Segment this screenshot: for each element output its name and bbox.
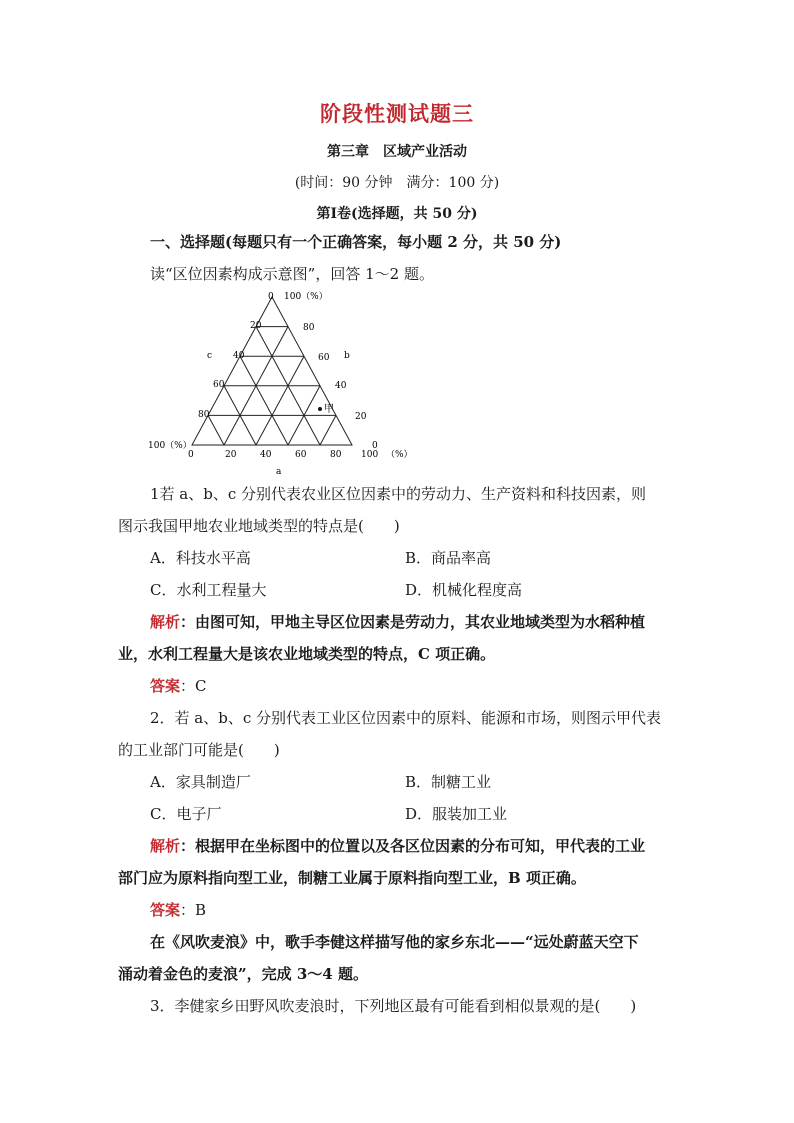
axis-b-label: b — [344, 351, 350, 361]
left-tick-80: 80 — [198, 410, 210, 420]
right-tick-40: 40 — [335, 381, 347, 391]
bottom-tick-60: 60 — [295, 450, 307, 460]
bottom-tick-80: 80 — [330, 450, 342, 460]
bottom-tick-100: 100 — [361, 450, 379, 460]
point-jia-label: 甲 — [324, 404, 334, 415]
volume-heading: 第Ⅰ卷(选择题，共 50 分) — [316, 206, 478, 222]
right-tick-20: 20 — [355, 412, 367, 422]
bottom-unit: （%） — [386, 450, 413, 460]
q2-analysis-line2: 部门应为原料指向型工业，制糖工业属于原料指向型工业，B 项正确。 — [118, 869, 586, 887]
left-tick-40: 40 — [233, 351, 245, 361]
triangle-grid — [192, 297, 352, 445]
q1-answer-value: ：C — [180, 677, 207, 695]
passage-line2: 涌动着金色的麦浪”，完成 3～4 题。 — [118, 965, 368, 983]
q2-stem-line1: 2．若 a、b、c 分别代表工业区位因素中的原料、能源和市场，则图示甲代表 — [150, 709, 662, 727]
right-corner-label: 0 — [372, 441, 378, 451]
q1-analysis-line2: 业，水利工程量大是该农业地域类型的特点，C 项正确。 — [118, 645, 496, 663]
left-corner-label: 100（%） — [148, 441, 192, 451]
q2-option-c: C．电子厂 — [150, 805, 222, 823]
q2-answer — [150, 900, 206, 920]
top-tick-100: 100（%） — [284, 292, 328, 302]
point-jia — [318, 407, 322, 411]
q1-option-d: D．机械化程度高 — [405, 581, 523, 599]
axis-a-label: a — [276, 467, 282, 477]
q1-option-b: B．商品率高 — [405, 549, 492, 567]
q1-analysis-line1 — [150, 612, 645, 632]
bottom-tick-20: 20 — [225, 450, 237, 460]
chapter-heading: 第三章 区域产业活动 — [327, 144, 467, 160]
q2-option-a: A．家具制造厂 — [150, 773, 251, 791]
q2-option-d: D．服装加工业 — [405, 805, 508, 823]
q1-stem-line1: 1若 a、b、c 分别代表农业区位因素中的劳动力、生产资料和科技因素，则 — [150, 485, 647, 503]
q2-analysis-text: ：根据甲在坐标图中的位置以及各区位因素的分布可知，甲代表的工业 — [180, 837, 646, 855]
q2-answer-label: 答案 — [150, 901, 181, 919]
axis-c-label: c — [207, 351, 213, 361]
passage-line1: 在《风吹麦浪》中，歌手李健这样描写他的家乡东北——“远处蔚蓝天空下 — [150, 933, 639, 951]
q1-stem-line2: 图示我国甲地农业地域类型的特点是( ) — [118, 517, 400, 535]
q1-option-c: C．水利工程量大 — [150, 581, 267, 599]
q2-analysis-label: 解析 — [150, 837, 181, 855]
q1-option-a: A．科技水平高 — [150, 549, 251, 567]
bottom-tick-0: 0 — [188, 450, 194, 460]
q1-answer-label: 答案 — [150, 677, 181, 695]
top-tick-0: 0 — [268, 292, 274, 302]
page-title: 阶段性测试题三 — [320, 101, 474, 126]
bottom-tick-40: 40 — [260, 450, 272, 460]
q1-analysis-text: ：由图可知，甲地主导区位因素是劳动力，其农业地域类型为水稻种植 — [180, 613, 646, 631]
q3-stem-line1: 3．李健家乡田野风吹麦浪时，下列地区最有可能看到相似景观的是( ) — [150, 997, 637, 1015]
q1-analysis-label: 解析 — [150, 613, 181, 631]
left-tick-20: 20 — [250, 321, 262, 331]
q2-stem-line2: 的工业部门可能是( ) — [118, 741, 280, 759]
q2-option-b: B．制糖工业 — [405, 773, 492, 791]
ternary-diagram — [140, 285, 430, 480]
diagram-intro: 读“区位因素构成示意图”，回答 1～2 题。 — [150, 265, 434, 283]
right-tick-80: 80 — [303, 323, 315, 333]
q1-answer — [150, 676, 207, 696]
q2-answer-value: ：B — [180, 901, 207, 919]
time-info: (时间：90 分钟 满分：100 分) — [294, 175, 500, 191]
section-heading: 一、选择题(每题只有一个正确答案，每小题 2 分，共 50 分) — [150, 233, 562, 251]
left-tick-60: 60 — [213, 380, 225, 390]
right-tick-60: 60 — [318, 353, 330, 363]
q2-analysis-line1 — [150, 836, 645, 856]
